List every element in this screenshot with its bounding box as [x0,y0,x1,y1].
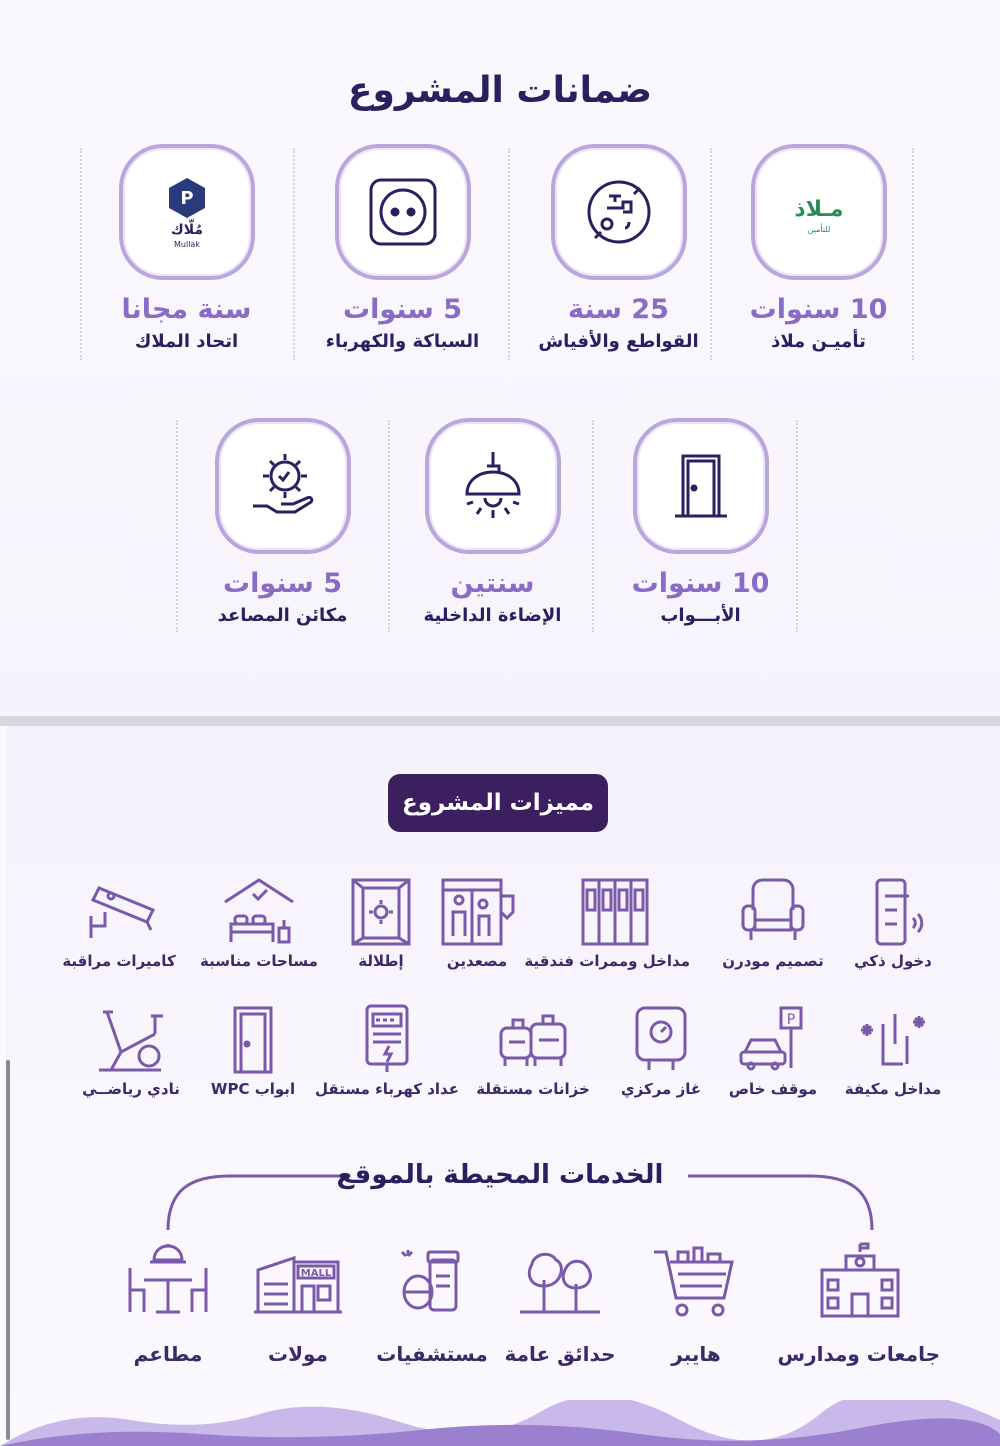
feature-label: عداد كهرباء مستقل [315,1080,459,1098]
guarantee-label: مكائن المصاعد [217,605,348,626]
separator [176,420,178,632]
guarantee-value: 5 سنوات [342,294,463,325]
mullak-logo-ar: مُلّاك [170,222,203,238]
feature-suitable-spaces [184,876,334,970]
feature-label: مصعدين [446,952,508,970]
feature-label: خزانات مستقلة [476,1080,590,1098]
pills-icon [384,1240,480,1320]
malath-logo-text: مـلاذ [793,197,844,222]
faucet-plug-icon [551,144,687,280]
feature-label: مساحات مناسبة [200,952,318,970]
services-title: الخدمات المحيطة بالموقع [336,1160,664,1190]
guarantee-breakers [516,144,721,352]
guarantee-value: 25 سنة [568,294,669,325]
feature-label: دخول ذكي [854,952,932,970]
guarantee-label: اتحاد الملاك [134,331,239,352]
feature-central-gas [586,1004,736,1098]
guarantee-malath [716,144,921,352]
malath-logo-sub: للتأمين [807,225,830,234]
gas-heater-icon [619,1004,703,1076]
feature-gym [56,1004,206,1098]
guarantee-label: الأبـــواب [660,605,741,626]
smart-lock-icon [851,876,935,948]
guarantee-owners-union [84,144,289,352]
guarantee-value: 10 سنوات [631,568,770,599]
feature-modern-design [698,876,848,970]
feature-label: نادي رياضــي [82,1080,180,1098]
cart-icon [648,1240,744,1320]
guarantee-label: الإضاءة الداخلية [423,605,562,626]
feature-independent-tanks [458,1004,608,1098]
svg-text:P: P [786,1012,796,1028]
service-label: مطاعم [133,1342,203,1366]
bedroom-icon [217,876,301,948]
school-icon [812,1240,908,1320]
door-icon [633,418,769,554]
scrollbar[interactable] [6,1060,10,1440]
parking-icon [731,1004,815,1076]
separator [508,148,510,360]
mall-sign: MALL [300,1268,332,1279]
svg-text:P: P [179,188,194,209]
feature-electric-meter [312,1004,462,1098]
guarantee-label: السباكة والكهرباء [325,331,480,352]
feature-label: موقف خاص [728,1080,818,1098]
lamp-icon [425,418,561,554]
restaurant-icon [120,1240,216,1320]
guarantee-elevators [180,418,385,626]
gear-hand-icon [215,418,351,554]
feature-label: كاميرات مراقبة [62,952,176,970]
panel-divider [0,716,1000,726]
feature-label: مداخل وممرات فندقية [524,952,690,970]
features-title-badge: مميزات المشروع [388,774,608,832]
guarantee-value: 10 سنوات [749,294,888,325]
service-label: حدائق عامة [504,1342,616,1366]
malath-logo [751,144,887,280]
service-schools [777,1240,940,1366]
guarantee-label: تأميـن ملاذ [771,331,866,352]
feature-label: غاز مركزي [620,1080,702,1098]
hotel-doors-icon [573,876,657,948]
feature-label: إطلالة [358,952,404,970]
service-label: مستشفيات [376,1342,488,1366]
door-icon [211,1004,295,1076]
guarantee-label: القواطع والأفياش [538,331,699,352]
guarantee-value: سنة مجانا [121,294,252,325]
feature-cctv [44,876,194,970]
mullak-logo-en: Mullak [173,240,200,249]
window-icon [339,876,423,948]
service-hyper [616,1240,776,1366]
guarantee-value: سنتين [450,568,535,599]
service-label: مولات [268,1342,328,1366]
mullak-logo [119,144,255,280]
separator [80,148,82,360]
service-label: جامعات ومدارس [777,1342,940,1366]
feature-label: تصميم مودرن [722,952,824,970]
feature-hotel-entrances [524,876,690,970]
separator [293,148,295,360]
guarantees-title: ضمانات المشروع [347,70,653,111]
socket-icon [335,144,471,280]
bottom-wave-decoration [0,1400,1000,1446]
trees-icon [512,1240,608,1320]
guarantee-value: 5 سنوات [222,568,343,599]
guarantee-doors [598,418,803,626]
armchair-icon [731,876,815,948]
guarantee-lighting [390,418,595,626]
feature-label: ابواب WPC [210,1080,296,1098]
ac-icon [851,1004,935,1076]
exercise-bike-icon [89,1004,173,1076]
meter-icon [345,1004,429,1076]
service-restaurants [88,1240,248,1366]
cctv-icon [77,876,161,948]
service-label: هايبر [671,1342,721,1366]
mall-icon [250,1240,346,1320]
feature-label: مداخل مكيفة [844,1080,942,1098]
tanks-icon [491,1004,575,1076]
guarantee-plumbing [300,144,505,352]
